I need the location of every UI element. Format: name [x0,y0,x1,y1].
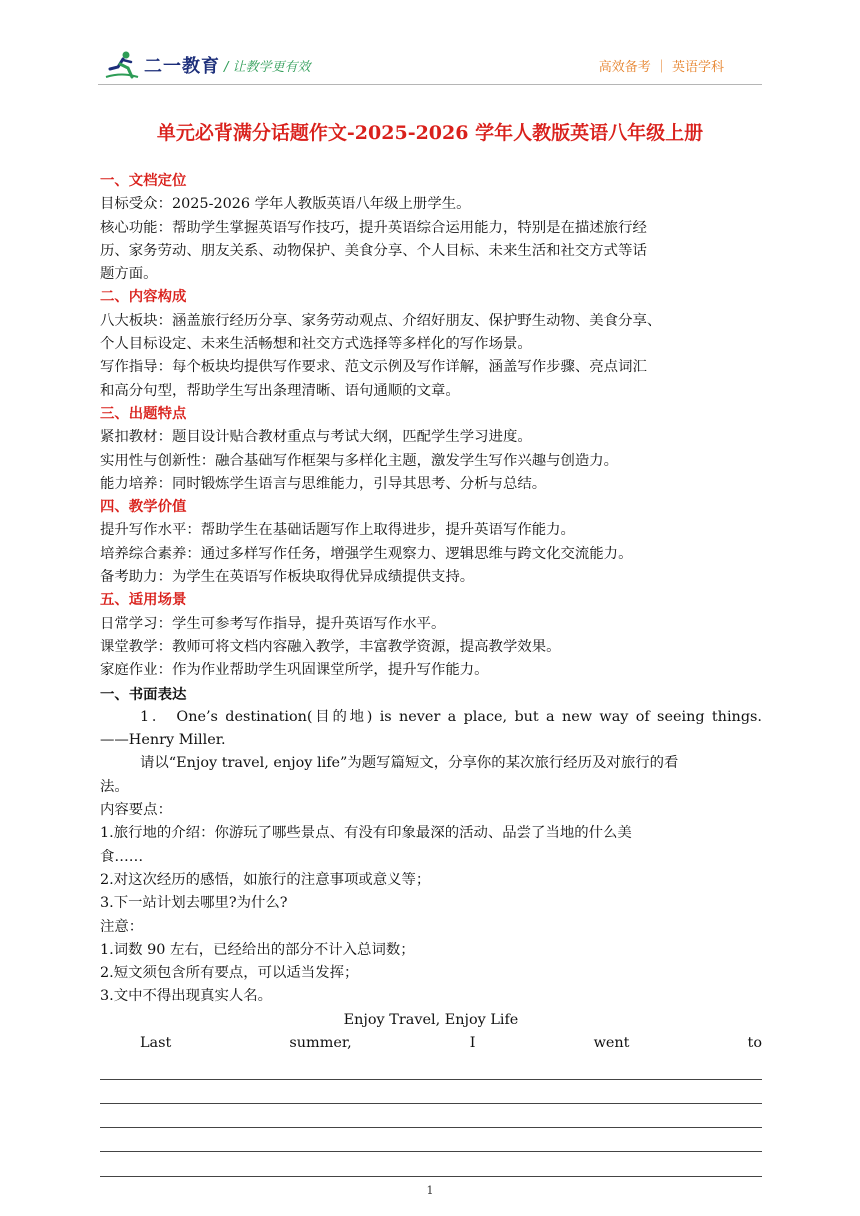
paragraph-line: 紧扣教材：题目设计贴合教材重点与考试大纲，匹配学生学习进度。 [100,429,532,446]
logo [104,50,220,80]
paragraph-line: 内容要点： [100,802,172,819]
part-heading: 一、书面表达 [100,685,187,703]
paragraph-line: 请以“Enjoy travel, enjoy life”为题写篇短文，分享你的某次旅行经历及对旅行的看 [140,755,679,772]
essay-title: Enjoy Travel, Enjoy Life [343,1011,519,1028]
document-body [100,170,762,1177]
paragraph-line: 个人目标设定、未来生活畅想和社交方式选择等多样化的写作场景。 [100,336,532,353]
paragraph-line: 写作指导：每个板块均提供写作要求、范文示例及写作详解，涵盖写作步骤、亮点词汇 [100,359,647,376]
paragraph-line: 家庭作业：作为作业帮助学生巩固课堂所学，提升写作能力。 [100,662,489,679]
section-heading: 一、文档定位 [100,173,187,189]
paragraph-line: 课堂教学：教师可将文档内容融入教学，丰富教学资源，提高教学效果。 [100,638,561,655]
section-heading: 四、教学价值 [100,499,187,516]
paragraph-line: 日常学习：学生可参考写作指导，提升英语写作水平。 [100,615,446,632]
paragraph-line: 2.对这次经历的感悟，如旅行的注意事项或意义等； [100,871,431,888]
paragraph-line: 备考助力：为学生在英语写作板块取得优异成绩提供支持。 [100,569,475,586]
writing-blank-line [100,1055,762,1079]
section-heading: 二、内容构成 [100,289,187,306]
paragraph-line: 历、家务劳动、朋友关系、动物保护、美食分享、个人目标、未来生活和社交方式等话 [100,242,647,259]
document-title: 单元必背满分话题作文-2025-2026 学年人教版英语八年级上册 [156,122,704,144]
paragraph-line: 食…… [100,848,144,865]
paragraph-line: 1． One’s destination(目的地) is never a place, but a new way of seeing things. [140,708,762,725]
header-slogan: / 让教学更有效 [224,60,311,75]
writing-blank-line [100,1152,762,1176]
header-subject-tag: 高效备考 ｜ 英语学科 [598,60,724,75]
paragraph-line: 能力培养：同时锻炼学生语言与思维能力，引导其思考、分析与总结。 [100,475,547,492]
paragraph-line: ——Henry Miller. [100,732,226,749]
paragraph-line: 目标受众：2025-2026 学年人教版英语八年级上册学生。 [100,196,471,213]
logo-text: 二一教育 [144,56,220,77]
section-heading: 五、适用场景 [100,592,187,609]
paragraph-line: 和高分句型，帮助学生写出条理清晰、语句通顺的文章。 [100,382,460,399]
writing-blank-line [100,1128,762,1152]
header-divider [98,84,762,85]
paragraph-line: 法。 [100,778,129,795]
paragraph-line: 八大板块：涵盖旅行经历分享、家务劳动观点、介绍好朋友、保护野生动物、美食分享、 [100,312,662,329]
page-number: 1 [426,1184,434,1197]
paragraph-line: 1.词数 90 左右，已经给出的部分不计入总词数； [100,941,415,958]
writing-blank-line [100,1104,762,1128]
paragraph-line: 核心功能：帮助学生掌握英语写作技巧，提升英语综合运用能力，特别是在描述旅行经 [100,219,647,236]
paragraph-line: 提升写作水平：帮助学生在基础话题写作上取得进步，提升英语写作能力。 [100,522,575,539]
paragraph-line: 1.旅行地的介绍：你游玩了哪些景点、有没有印象最深的活动、品尝了当地的什么美 [100,825,632,842]
writing-blank-line [100,1080,762,1104]
page-header [0,0,860,90]
paragraph-line: 3.下一站计划去哪里?为什么? [100,895,288,912]
section-heading: 三、出题特点 [100,405,187,422]
paragraph-line: 3.文中不得出现真实人名。 [100,988,273,1005]
paragraph-line: 实用性与创新性：融合基础写作框架与多样化主题，激发学生写作兴趣与创造力。 [100,452,619,469]
paragraph-line: 2.短文须包含所有要点，可以适当发挥； [100,965,359,982]
paragraph-line: 题方面。 [100,266,158,283]
paragraph-line: Last summer, I went to [140,1034,762,1051]
paragraph-line: 培养综合素养：通过多样写作任务，增强学生观察力、逻辑思维与跨文化交流能力。 [100,545,633,562]
runner-logo-icon [104,50,140,80]
paragraph-line: 注意： [100,918,144,935]
